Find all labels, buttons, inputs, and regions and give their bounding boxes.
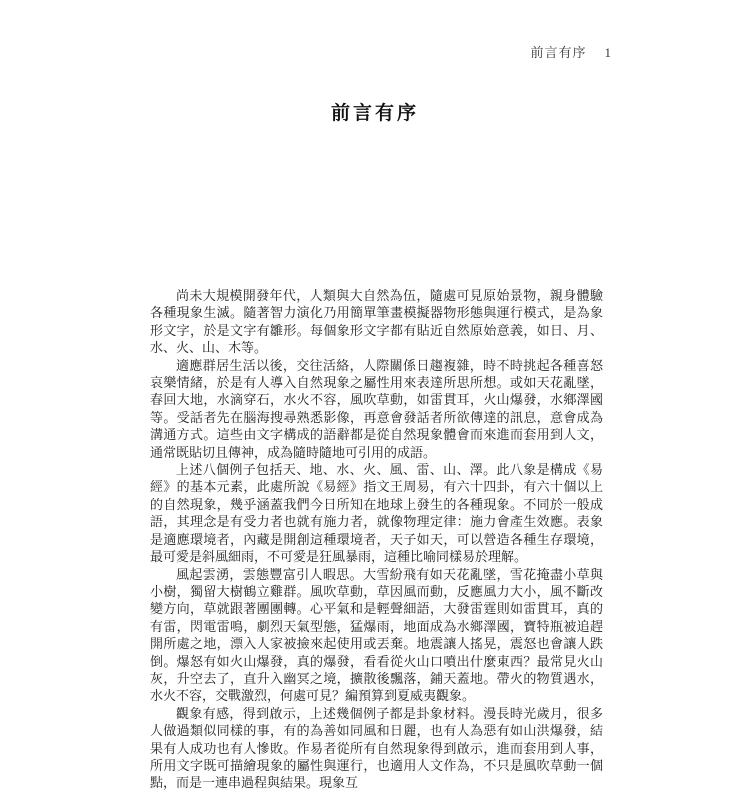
running-header <box>530 42 612 61</box>
paragraph: 觀象有感，得到啟示，上述幾個例子都是卦象材料。漫長時光歲月，很多人做過類似同樣的事，有的為善如同風和日麗，也有人為惡有如山洪爆發，結果有人成功也有人慘敗。作易者從所有自然現象得到啟示，進而套用到人事，所用文字既可描繪現象的屬性與運行，也適用人文作為，不只是風吹草動一個點，而是一連串過程與結果。現象互 <box>150 706 603 792</box>
running-title: 前言有序 <box>530 46 587 61</box>
chapter-title: 前言有序 <box>330 102 419 124</box>
paragraph: 風起雲湧，雲態豐富引人暇思。大雪紛飛有如天花亂墜，雪花掩盡小草與小樹，獨留大樹鶴立雞群。風吹草動，草因風而動，反應風力大小，風不斷改變方向，草就跟著團團轉。心平氣和是輕聲細語，大發雷霆則如雷貫耳，真的有雷，閃電雷鳴，劇烈天氣型態，猛爆雨，地面成為水鄉澤國，寶特瓶被追趕開所處之地，漂入人家被撿來起使用或丟棄。地震讓人搖晃，震怒也會讓人跌倒。爆怒有如火山爆發，真的爆發，看看從火山口噴出什麼東西？最常見火山灰，升空去了，直升入幽冥之境，擴散後飄落，鋪天蓋地。帶火的物質遇水，水火不容，交戰激烈，何處可見？編預算到夏威夷觀象。 <box>150 567 603 705</box>
paragraph: 適應群居生活以後，交往活絡，人際關係日趨複雜，時不時挑起各種喜怒哀樂情緒，於是有人導入自然現象之屬性用來表達所思所想。或如天花亂墜，春回大地，水滴穿石，水火不容，風吹草動，如雷貫耳，火山爆發，水鄉澤國等。受話者先在腦海搜尋熟悉影像，再意會發話者所欲傳達的訊息，意會成為溝通方式。這些由文字構成的語辭都是從自然現象體會而來進而套用到人文，通常既貼切且傳神，成為隨時隨地可引用的成語。 <box>150 358 603 461</box>
paragraph: 上述八個例子包括天、地、水、火、風、雷、山、澤。此八象是構成《易經》的基本元素，此處所說《易經》指文王周易，有六十四卦，有六十個以上的自然現象，幾乎涵蓋我們今日所知在地球上發生的各種現象。不同於一般成語，其理念是有受力者也就有施力者，就像物理定律：施力會產生效應。表象是適應環境者，內藏是開創這種環境者，天子如天，可以營造各種生存環境，最可愛是斜風細雨，不可愛是狂風暴雨，這種比喻同樣易於理解。 <box>150 463 603 566</box>
paragraph: 尚未大規模開發年代，人類與大自然為伍，隨處可見原始景物，親身體驗各種現象生滅。隨著智力演化乃用簡單筆畫模擬器物形態與運行模式，是為象形文字，於是文字有雛形。每個象形文字都有貼近自然原始意義，如日、月、水、火、山、木等。 <box>150 289 603 357</box>
page-number: 1 <box>604 45 612 60</box>
body-text <box>150 288 603 793</box>
